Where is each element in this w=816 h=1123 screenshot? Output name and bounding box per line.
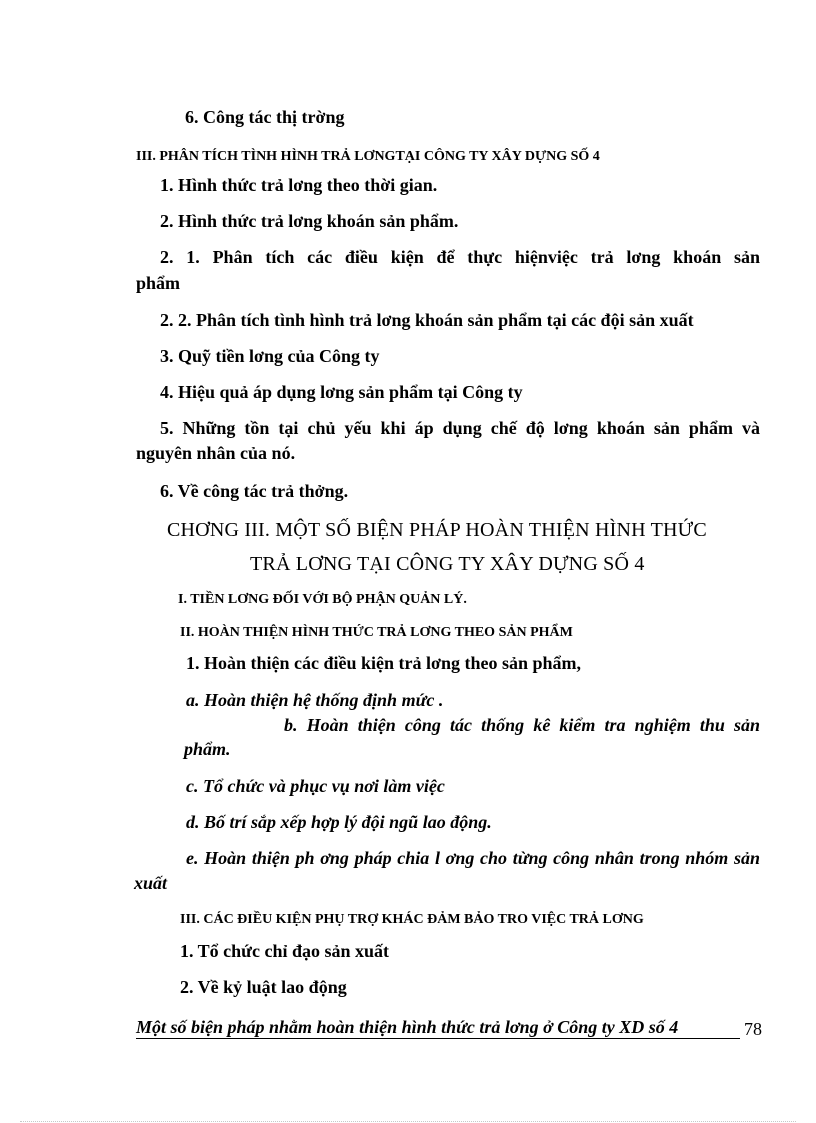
toc-entry-efficiency: 4. Hiệu quả áp dụng lơng sản phẩm tại Công ty xyxy=(160,382,523,402)
toc-entry-d-staffing: d. Bố trí sắp xếp hợp lý đội ngũ lao động. xyxy=(186,812,492,832)
toc-entry-b-statistics-line1: b. Hoàn thiện công tác thống kê kiểm tra nghiệm thu sản xyxy=(284,715,760,735)
toc-entry-shortcomings-line1: 5. Những tồn tại chủ yếu khi áp dụng chế độ lơng khoán sản phẩm và xyxy=(160,418,760,438)
section-heading-iii-support: III. CÁC ĐIỀU KIỆN PHỤ TRỢ KHÁC ĐẢM BẢO TRO VIỆC TRẢ LƠNG xyxy=(180,912,644,927)
section-heading-iii-analysis: III. PHÂN TÍCH TÌNH HÌNH TRẢ LƠNGTẠI CÔNG TY XÂY DỰNG SỐ 4 xyxy=(136,149,600,164)
toc-entry-time-wage: 1. Hình thức trả lơng theo thời gian. xyxy=(160,175,438,195)
toc-entry-bonus: 6. Về công tác trả thởng. xyxy=(160,481,349,501)
chapter-iii-title-line1: CHƠNG III. MỘT SỐ BIỆN PHÁP HOÀN THIỆN HÌNH THỨC xyxy=(167,519,707,541)
page-number: 78 xyxy=(744,1019,762,1039)
toc-entry-a-norms: a. Hoàn thiện hệ thống định mức . xyxy=(186,690,444,710)
toc-entry-b-statistics-line2: phẩm. xyxy=(184,739,231,759)
toc-entry-2-2: 2. 2. Phân tích tình hình trả lơng khoán sản phẩm tại các đội sản xuất xyxy=(160,310,694,330)
section-heading-i-salary: I. TIỀN LƠNG ĐỐI VỚI BỘ PHẬN QUẢN LÝ. xyxy=(178,592,467,607)
page-bottom-divider xyxy=(20,1121,796,1122)
toc-entry-2-1-line1: 2. 1. Phân tích các điều kiện để thực hiệnviệc trả lơng khoán sản xyxy=(160,247,760,267)
toc-entry-c-workplace: c. Tổ chức và phục vụ nơi làm việc xyxy=(186,776,445,796)
toc-entry-market-work: 6. Công tác thị trờng xyxy=(185,107,345,127)
toc-entry-piece-wage: 2. Hình thức trả lơng khoán sản phẩm. xyxy=(160,211,459,231)
section-heading-ii-improve: II. HOÀN THIỆN HÌNH THỨC TRẢ LƠNG THEO SẢN PHẨM xyxy=(180,625,573,640)
toc-entry-e-allocation-line1: e. Hoàn thiện ph ơng pháp chia l ơng cho từng công nhân trong nhóm sản xyxy=(186,848,760,868)
toc-entry-production-direction: 1. Tổ chức chỉ đạo sản xuất xyxy=(180,941,390,961)
toc-entry-2-1-line2: phẩm xyxy=(136,273,181,293)
toc-entry-shortcomings-line2: nguyên nhân của nó. xyxy=(136,443,296,463)
toc-entry-e-allocation-line2: xuất xyxy=(134,873,168,893)
toc-entry-labor-discipline: 2. Về kỷ luật lao động xyxy=(180,977,347,997)
toc-entry-improve-conditions: 1. Hoàn thiện các điều kiện trả lơng theo sản phẩm, xyxy=(186,653,582,673)
chapter-iii-title-line2: TRẢ LƠNG TẠI CÔNG TY XÂY DỰNG SỐ 4 xyxy=(250,553,645,575)
page-footer: Một số biện pháp nhằm hoàn thiện hình thức trả lơng ở Công ty XD số 4 xyxy=(136,1016,740,1039)
toc-entry-wage-fund: 3. Quỹ tiền lơng của Công ty xyxy=(160,346,380,366)
